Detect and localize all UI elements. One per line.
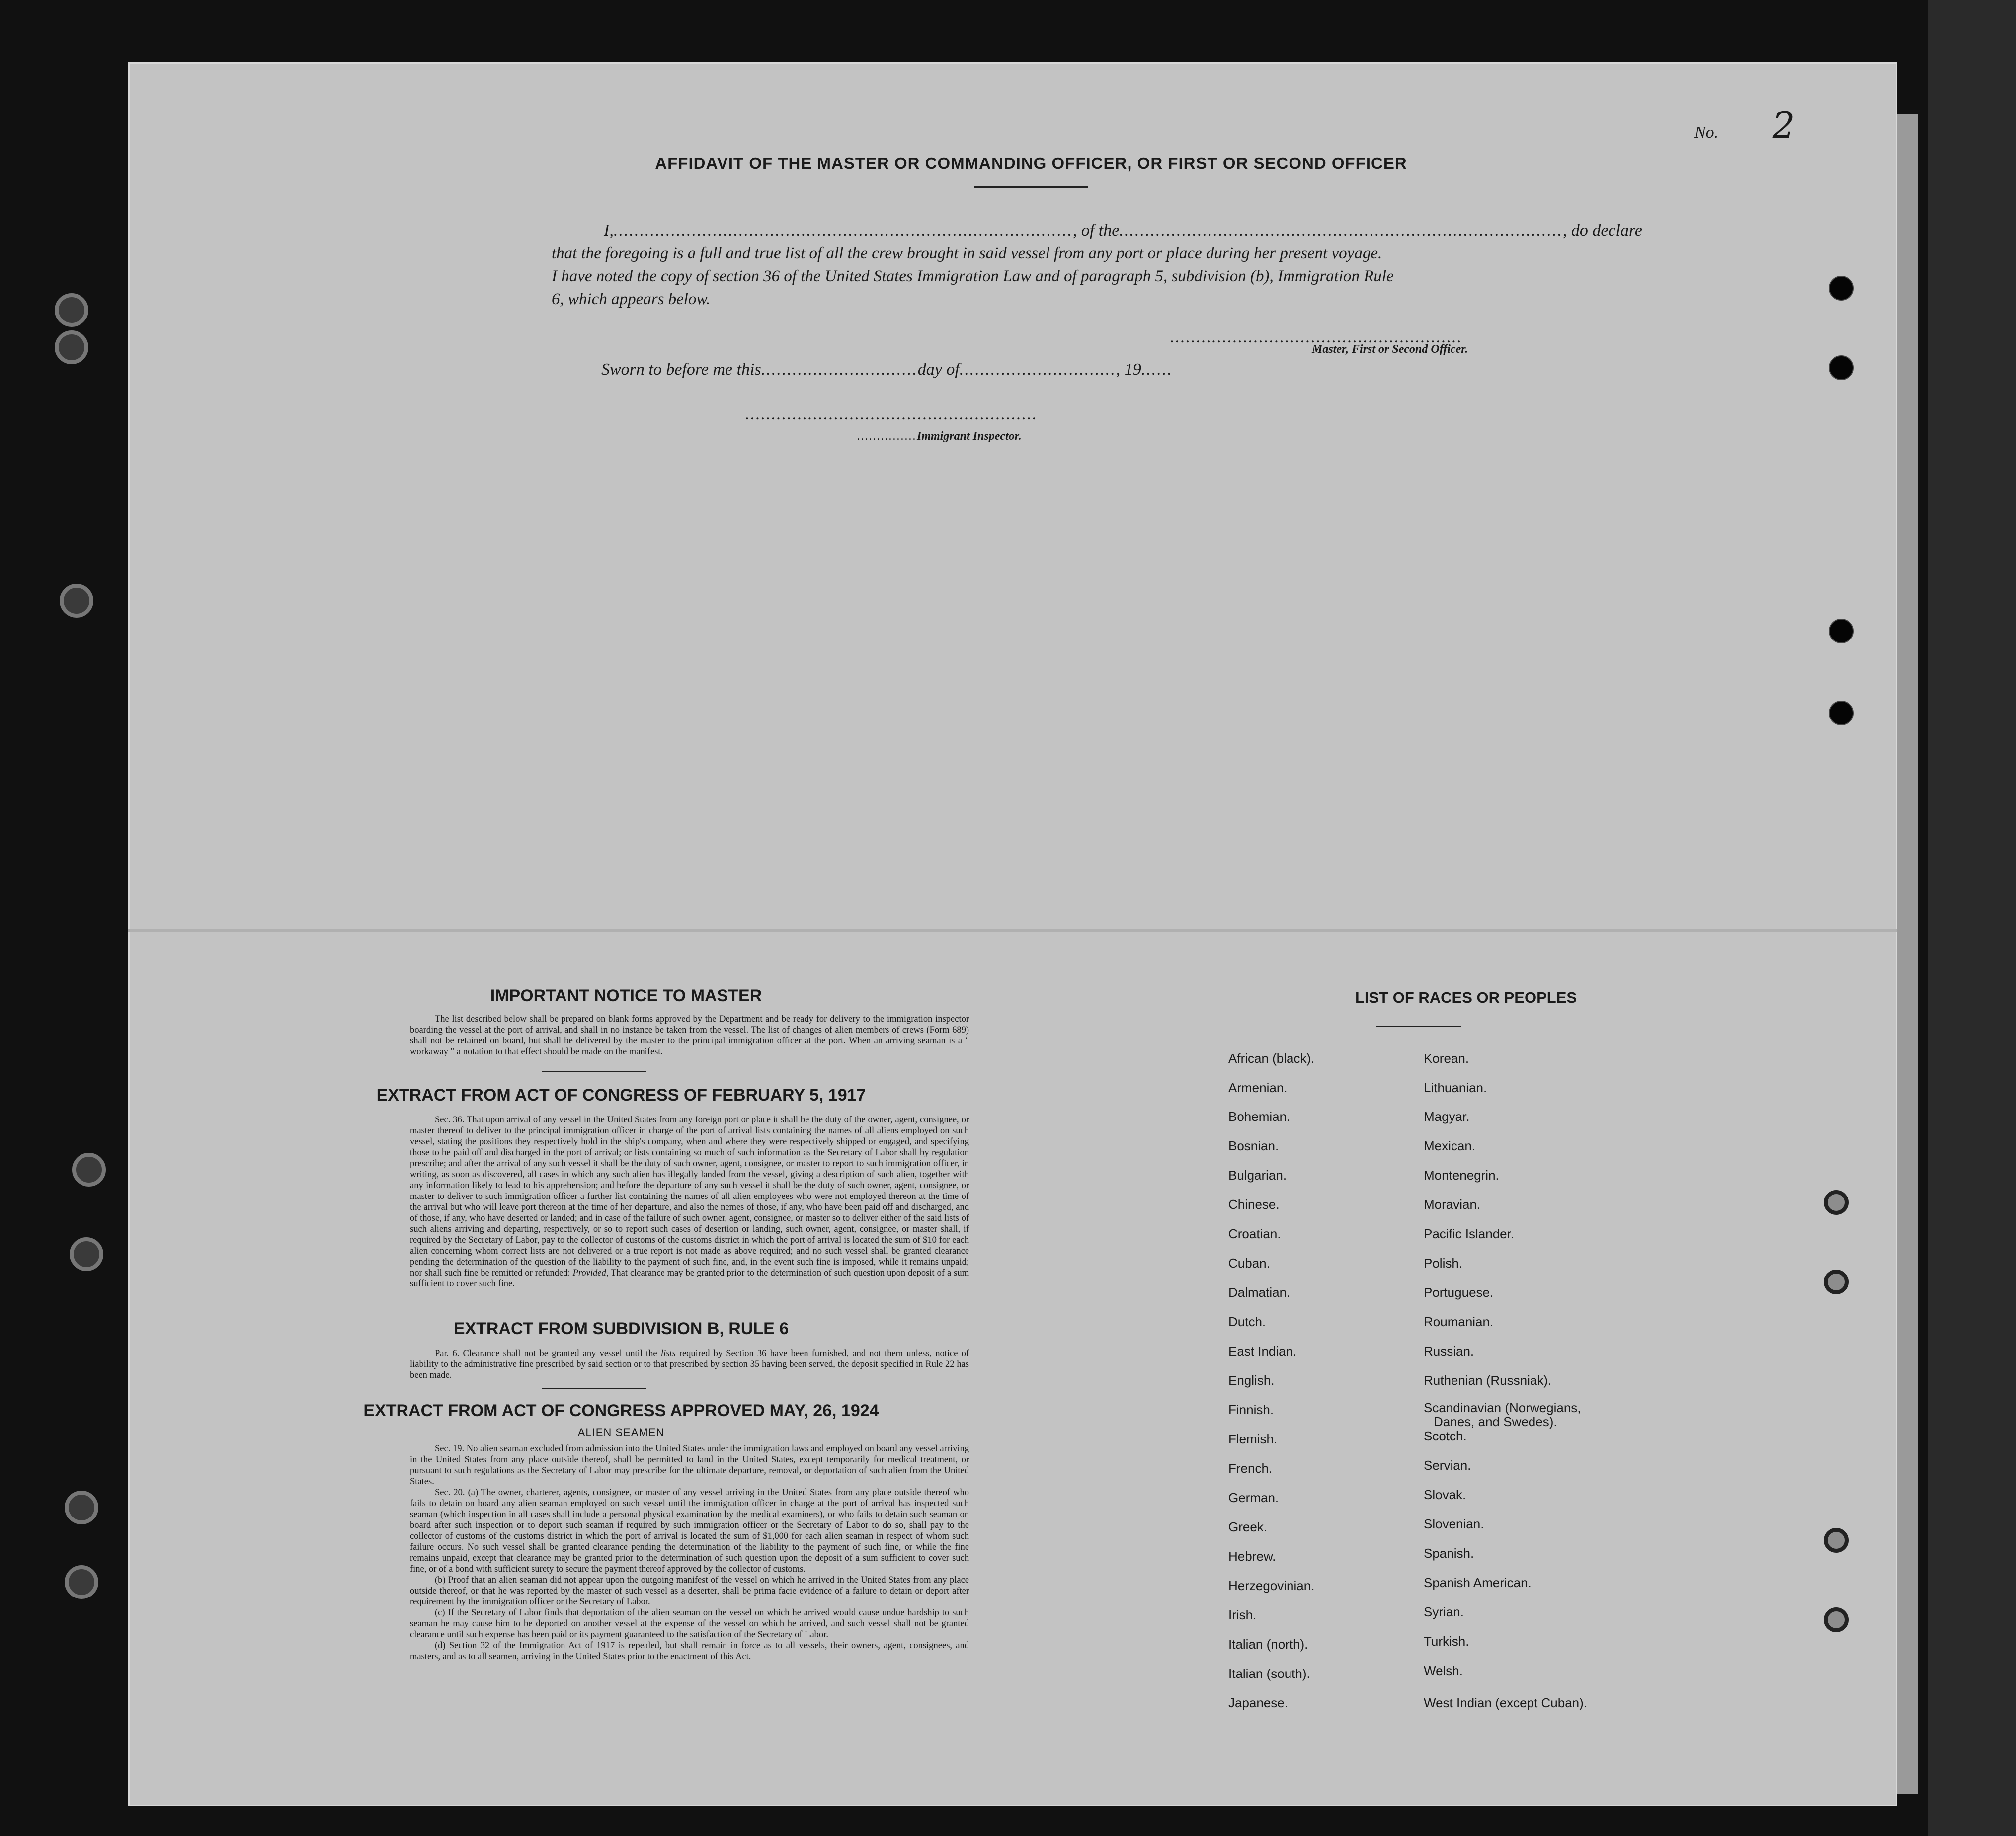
race-item: Bulgarian. <box>1228 1168 1287 1183</box>
race-item: Finnish. <box>1228 1402 1274 1417</box>
race-item: African (black). <box>1228 1051 1315 1066</box>
affidavit-line-3: I have noted the copy of section 36 of the United States Immigration Law and of paragraph 5, subdivision (b), Immigration Rule <box>552 267 1394 285</box>
race-item: Roumanian. <box>1424 1314 1494 1329</box>
form-number <box>1694 104 1795 146</box>
punch-hole <box>1829 701 1854 725</box>
races-title: LIST OF RACES OR PEOPLES <box>1355 989 1577 1006</box>
race-item: Irish. <box>1228 1607 1257 1622</box>
punch-hole <box>1829 619 1854 643</box>
binder-ring <box>60 584 93 618</box>
race-item: Dalmatian. <box>1228 1285 1290 1300</box>
affidavit-line-2: that the foregoing is a full and true list of all the crew brought in said vessel from any port or place during her present voyage. <box>552 244 1382 262</box>
race-item: Syrian. <box>1424 1604 1464 1619</box>
race-item: Portuguese. <box>1424 1285 1494 1300</box>
inspector-signature: ...............Immigrant Inspector. <box>857 430 1022 443</box>
punch-hole <box>1824 1270 1849 1294</box>
race-item: Flemish. <box>1228 1432 1278 1446</box>
race-item: Croatian. <box>1228 1226 1281 1241</box>
race-item: English. <box>1228 1373 1275 1388</box>
document-page <box>128 62 1897 1806</box>
affidavit-title: AFFIDAVIT OF THE MASTER OR COMMANDING OFFICER, OR FIRST OR SECOND OFFICER <box>655 154 1407 172</box>
race-item: Slovak. <box>1424 1487 1466 1502</box>
sworn-line: Sworn to before me this..............................day of.............................., 19...... <box>601 360 1173 379</box>
race-item: Armenian. <box>1228 1080 1288 1095</box>
affidavit-line-4: 6, which appears below. <box>552 290 711 308</box>
inspector-signature-line: ........................................................ <box>745 405 1038 423</box>
races-rule <box>1376 1026 1461 1027</box>
master-signature-line: ........................................................ <box>1170 328 1462 346</box>
extract-1924-text <box>410 1443 969 1662</box>
race-item: Italian (north). <box>1228 1637 1308 1652</box>
notice-text: The list described below shall be prepared on blank forms approved by the Department and be ready for delivery to the immigration inspector boarding the vessel at the port of arrival, and shall in no instance be taken from the vessel. The list of changes of alien members of crews (Form 689) shall not be retained on board, but shall be delivered by the master to the principal immigration officer at the port. When an arriving seaman is a " workaway " a notation to that effect should be made on the manifest. <box>410 1014 969 1057</box>
race-item: Slovenian. <box>1424 1517 1484 1531</box>
film-border-right <box>1928 0 2016 1836</box>
race-item: Japanese. <box>1228 1695 1288 1710</box>
race-item: Dutch. <box>1228 1314 1266 1329</box>
race-item: German. <box>1228 1490 1279 1505</box>
extract-1924-subtitle: ALIEN SEAMEN <box>577 1426 665 1438</box>
paragraph: (c) If the Secretary of Labor finds that deportation of the alien seaman on the vessel on which he arrived would cause undue hardship to such seaman he may cause him to be deported on another vessel at the expense of the vessel on which he arrived, and such vessel shall not be granted clearance until such expense has been paid or its payment guaranteed to the satisfaction of the Secretary of Labor. <box>410 1608 969 1640</box>
race-item: Scotch. <box>1424 1429 1467 1443</box>
race-item: Montenegrin. <box>1424 1168 1499 1183</box>
notice-rule <box>542 1071 646 1072</box>
punch-hole <box>1829 276 1854 301</box>
race-item: Hebrew. <box>1228 1549 1276 1564</box>
form-number-value: 2 <box>1772 104 1795 146</box>
race-item: Chinese. <box>1228 1197 1280 1212</box>
race-item: Turkish. <box>1424 1634 1469 1649</box>
binder-ring <box>65 1565 98 1599</box>
affidavit-line-1: I,........................................................................................, of the....................................................................................., do declare <box>604 221 1643 239</box>
race-item: Danes, and Swedes). <box>1434 1414 1557 1429</box>
punch-hole <box>1829 355 1854 380</box>
extract-1924-title: EXTRACT FROM ACT OF CONGRESS APPROVED MAY, 26, 1924 <box>363 1401 879 1420</box>
race-item: Lithuanian. <box>1424 1080 1487 1095</box>
paragraph: (d) Section 32 of the Immigration Act of 1917 is repealed, but shall remain in force as to all vessels, their owners, agent, consignees, and masters, and as to all seamen, arriving in the United States prior to the enactment of this Act. <box>410 1641 969 1662</box>
race-item: Moravian. <box>1424 1197 1481 1212</box>
race-item: French. <box>1228 1461 1273 1476</box>
form-number-label: No. <box>1694 123 1719 142</box>
race-item: Polish. <box>1424 1256 1463 1271</box>
race-item: Cuban. <box>1228 1256 1270 1271</box>
race-item: Russian. <box>1424 1344 1474 1358</box>
rule6-rule <box>542 1388 646 1389</box>
race-item: Magyar. <box>1424 1109 1470 1124</box>
binder-ring <box>55 330 88 364</box>
punch-hole <box>1824 1528 1849 1553</box>
race-item: Scandinavian (Norwegians, <box>1424 1400 1581 1415</box>
race-item: Servian. <box>1424 1458 1471 1473</box>
notice-title: IMPORTANT NOTICE TO MASTER <box>490 986 762 1005</box>
binder-ring <box>55 293 88 327</box>
race-item: Bohemian. <box>1228 1109 1290 1124</box>
race-item: Italian (south). <box>1228 1666 1310 1681</box>
race-item: Mexican. <box>1424 1138 1476 1153</box>
race-item: Bosnian. <box>1228 1138 1279 1153</box>
title-rule <box>974 186 1088 188</box>
extract-1917-title: EXTRACT FROM ACT OF CONGRESS OF FEBRUARY 5, 1917 <box>376 1086 866 1105</box>
paragraph: Sec. 19. No alien seaman excluded from admission into the United States under the immigration laws and employed on board any vessel arriving in the United States from any place outside thereof, shall be permitted to land in the United States, except temporarily for medical treatment, or pursuant to such regulations as the Secretary of Labor may prescribe for the ultimate departure, removal, or deportation of such alien from the United States. <box>410 1444 969 1487</box>
race-item: Greek. <box>1228 1519 1268 1534</box>
race-item: Korean. <box>1424 1051 1469 1066</box>
fold-line <box>128 929 1897 932</box>
race-item: Pacific Islander. <box>1424 1226 1515 1241</box>
race-item: Herzegovinian. <box>1228 1578 1315 1593</box>
punch-hole <box>1824 1607 1849 1632</box>
race-item: Spanish. <box>1424 1546 1474 1561</box>
extract-1917-text: Sec. 36. That upon arrival of any vessel in the United States from any foreign port or place it shall be the duty of the owner, agent, consignee, or master thereof to deliver to the principal immigration officer in charge of the port of arrival lists containing the names of all aliens employed on such vessel, stating the positions they respectively hold in the ship's company, when and where they were respectively shipped or engaged, and specifying those to be paid off and discharged in the port of arrival; or lists containing so much of such information as the Secretary of Labor shall by regulation prescribe; and after the arrival of any such vessel it shall be the duty of such owner, agent, consignee, or master to report to such immigration officer, in writing, as soon as discovered, all cases in which any such alien has illegally landed from the vessel, giving a description of such alien, together with any information likely to lead to his apprehension; and before the departure of any such vessel it shall be the duty of such owner, agent, consignee, or master to deliver to such immigration officer a further list containing the names of all alien employees who were not employed thereon at the time of the arrival but who will leave port thereon at the time of her departure, and also the nemes of those, if any, who have been paid off and discharged, and of those, if any, who have deserted or landed; and in case of the failure of such owner, agent, consignee, or master so to deliver either of the said lists of such aliens arriving and departing, respectively, or so to report such cases of desertion or landing, such owner, agent, consignee, or master shall, if required by the Secretary of Labor, pay to the collector of customs of the customs district in which the port of arrival is located the sum of $10 for each alien concerning whom correct lists are not delivered or a true report is not made as above required; and no such vessel shall be granted clearance pending the determination of the question of the liability to the payment of such fine, and, in the event such fine is imposed, while it remains unpaid; nor shall such fine be remitted or refunded: Provided, That clearance may be granted prior to the determination of such question upon deposit of a sum sufficient to cover such fine. <box>410 1115 969 1289</box>
binder-ring <box>65 1491 98 1524</box>
paragraph: (b) Proof that an alien seaman did not appear upon the outgoing manifest of the vessel on which he arrived in the United States from any place outside thereof, or that he was reported by the master of such vessel as a deserter, shall be prima facie evidence of a failure to detain or deport after requirement by the immigration officer or the Secretary of Labor. <box>410 1575 969 1607</box>
race-item: East Indian. <box>1228 1344 1297 1358</box>
extract-rule6-text: Par. 6. Clearance shall not be granted any vessel until the lists required by Section 36 have been furnished, and not them unless, notice of liability to the administrative fine prescribed by said section or to that prescribed by section 35 having been served, the deposit specified in Rule 22 has been made. <box>410 1349 969 1380</box>
race-item: Ruthenian (Russniak). <box>1424 1373 1552 1388</box>
binder-ring <box>72 1153 106 1187</box>
race-item: Welsh. <box>1424 1663 1463 1678</box>
master-signature-label: Master, First or Second Officer. <box>1312 343 1468 356</box>
binder-ring <box>70 1237 103 1271</box>
paragraph: Sec. 20. (a) The owner, charterer, agents, consignee, or master of any vessel arriving in the United States from any place outside thereof who fails to detain on board any alien seaman employed on such vessel until the immigration officer in charge at the port of arrival has inspected such seaman (which inspection in all cases shall include a personal physical examination by the medical examiners), or who fails to detain such seaman on board after such inspection or to deport such seaman if required by such immigration officer or the Secretary of Labor to do so, shall pay to the collector of customs of the customs district in which the port of arrival is located the sum of $1,000 for each alien seaman in respect of whom such failure occurs. No such vessel shall be granted clearance pending the determination of the liability to the payment of such fine, or while the fine remains unpaid, except that clearance may be granted prior to the determination of such question upon the deposit of a sum sufficient to cover such fine, or of a bond with sufficient surety to secure the payment thereof approved by the collector of customs. <box>410 1488 969 1574</box>
race-item: Spanish American. <box>1424 1575 1532 1590</box>
race-item: West Indian (except Cuban). <box>1424 1695 1588 1710</box>
punch-hole <box>1824 1190 1849 1215</box>
extract-rule6-title: EXTRACT FROM SUBDIVISION B, RULE 6 <box>453 1319 789 1338</box>
